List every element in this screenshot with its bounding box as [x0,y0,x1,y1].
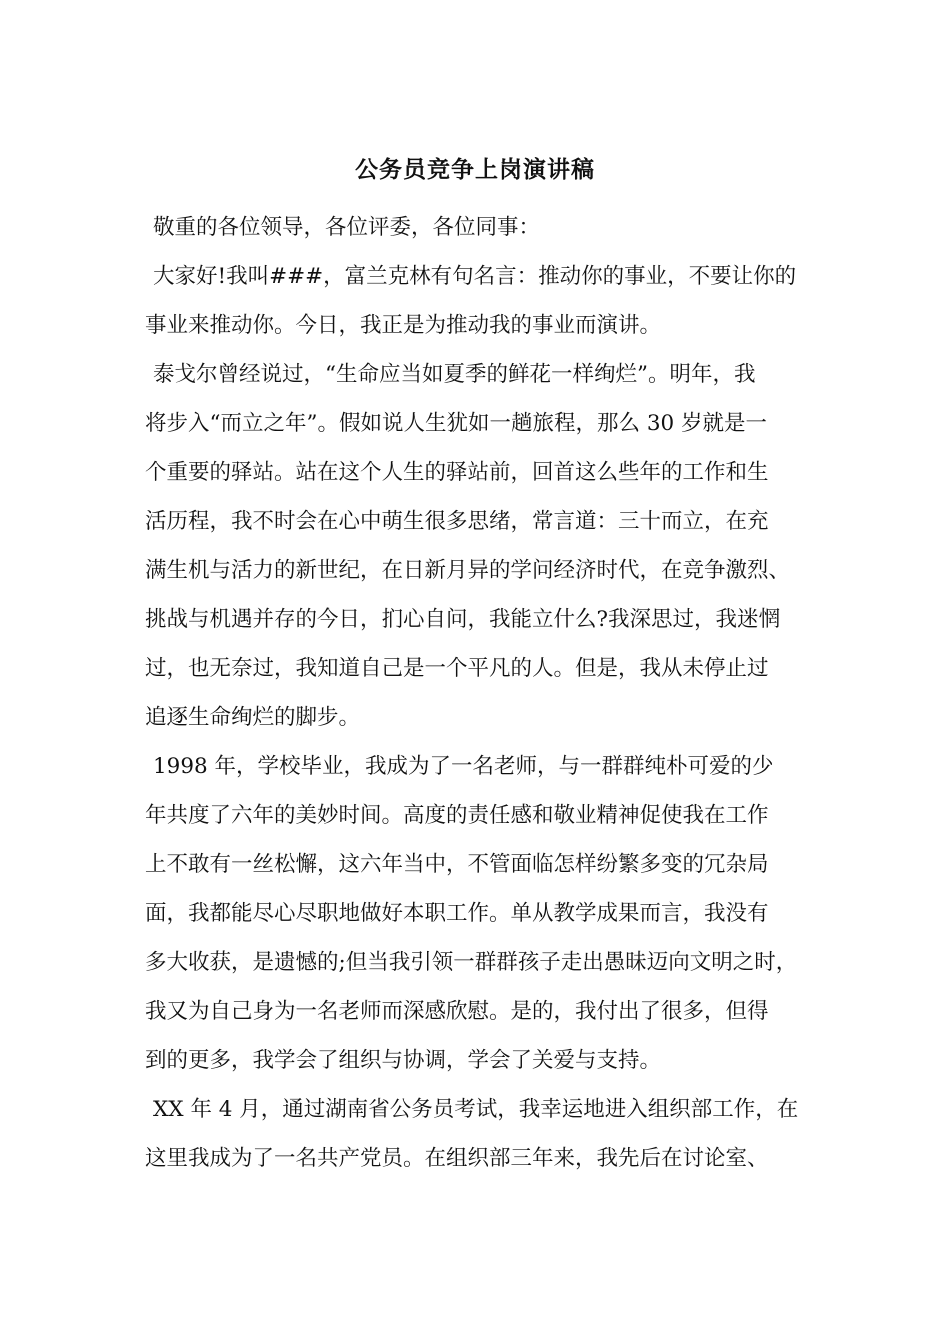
paragraph-line: 1998 年，学校毕业，我成为了一名老师，与一群群纯朴可爱的少 [153,754,774,779]
paragraph-line: 上不敢有一丝松懈，这六年当中，不管面临怎样纷繁多变的冗杂局 [145,852,769,877]
paragraph-line: 面，我都能尽心尽职地做好本职工作。单从教学成果而言，我没有 [145,901,769,926]
paragraph-line: 追逐生命绚烂的脚步。 [145,705,361,730]
paragraph-line: 到的更多，我学会了组织与协调，学会了关爱与支持。 [145,1048,662,1073]
paragraph-line: 年共度了六年的美妙时间。高度的责任感和敬业精神促使我在工作 [145,803,769,828]
paragraph-line: 泰戈尔曾经说过，“生命应当如夏季的鲜花一样绚烂”。明年，我 [153,362,756,387]
paragraph-line: 敬重的各位领导，各位评委，各位同事： [153,215,541,240]
paragraph-line: 多大收获，是遗憾的;但当我引领一群群孩子走出愚昧迈向文明之时， [145,950,798,975]
paragraph-line: 这里我成为了一名共产党员。在组织部三年来，我先后在讨论室、 [145,1146,769,1171]
paragraph-line: 大家好!我叫###，富兰克林有句名言：推动你的事业，不要让你的 [153,264,797,289]
paragraph-line: 个重要的驿站。站在这个人生的驿站前，回首这么些年的工作和生 [145,460,769,485]
paragraph-line: 过，也无奈过，我知道自己是一个平凡的人。但是，我从未停止过 [145,656,769,681]
paragraph-line: 我又为自己身为一名老师而深感欣慰。是的，我付出了很多，但得 [145,999,769,1024]
paragraph-line: 活历程，我不时会在心中萌生很多思绪，常言道：三十而立，在充 [145,509,769,534]
document-body [145,208,825,1188]
paragraph-line: 事业来推动你。今日，我正是为推动我的事业而演讲。 [145,313,662,338]
paragraph-line: XX 年 4 月，通过湖南省公务员考试，我幸运地进入组织部工作，在 [153,1097,799,1122]
document-title: 公务员竞争上岗演讲稿 [355,156,595,183]
paragraph-line: 将步入“而立之年”。假如说人生犹如一趟旅程，那么 30 岁就是一 [145,411,768,436]
paragraph-line: 挑战与机遇并存的今日，扪心自问，我能立什么?我深思过，我迷惘 [145,607,781,632]
paragraph-line: 满生机与活力的新世纪，在日新月异的学问经济时代，在竞争激烈、 [145,558,791,583]
